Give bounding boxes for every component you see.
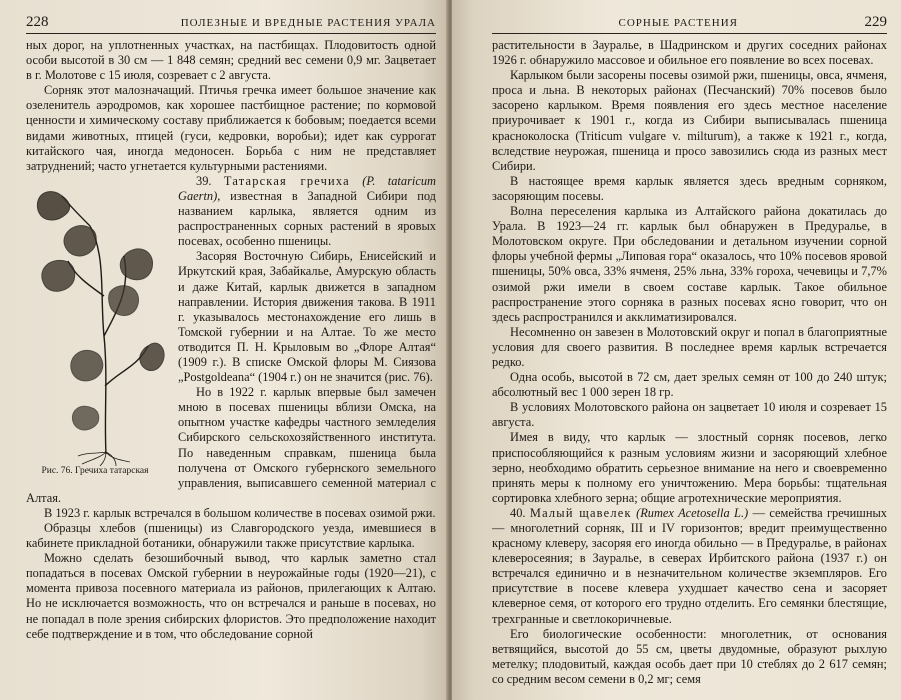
paragraph: Волна переселения карлыка из Алтайского района докатилась до Урала. В 1923—24 гг. карлык был обнаружен в Предуралье, в Молотовском округе. При обследовании и детальном изучении сорной флоры учебной фермы „Липовая гора“ оказалось, что 10% посевов яровой пшеницы, 50% овса, 33% ячменя, 25% льна, 33% гороха, чечевицы и 7,7% озимой ржи имели в своем составе карлык. Такое обильное распространение этого сорняка в разных посевах ясно говорит, что он здесь распространился и акклиматизировался. bbox=[492, 204, 887, 324]
left-page-text bbox=[26, 38, 436, 642]
left-page-number: 228 bbox=[26, 14, 49, 30]
species-number: 40. bbox=[510, 505, 526, 520]
buckwheat-plant-icon bbox=[20, 176, 170, 466]
paragraph: Несомненно он завезен в Молотовский округ и попал в благоприятные условия для своего развития. В последнее время карлык встречается редко. bbox=[492, 324, 887, 369]
left-running-head: ПОЛЕЗНЫЕ И ВРЕДНЫЕ РАСТЕНИЯ УРАЛА bbox=[180, 17, 436, 29]
right-page-text bbox=[492, 38, 887, 687]
species-description: — семейства гречишных — многолетний сорняк, III и IV горизонтов; вредит преимущественно красному клеверу, засоряя его иногда обильно — в Предуралье, в районах клеверосеяния; в Зауралье, в северах Ирбитского района (1937 г.) он встречался единично и в незначительном количестве экземпляров. Его присутствие в посеве клевера ухудшает качество сена и засоряет клеверное семя, от которого его трудно отделить. Его семянки блестящие, трехгранные и светлокоричневые. bbox=[492, 505, 887, 626]
paragraph: В 1923 г. карлык встречался в большом количестве в посевах озимой ржи. bbox=[44, 505, 436, 520]
paragraph: Засоряя Восточную Сибирь, Енисейский и Иркутский края, Забайкалье, Амурскую область и даже Китай, карлык движется в западном направлении. История движения такова. В 1911 г. указывалось местонахождение его лишь в Томской губернии и на Алтае. То же место отводится П. Н. Крыловым во „Флоре Алтая“ (1909 г.). В списке Омской флоры М. Сиязова „Postgoldeana“ (1904 г.) он не значится (рис. 76). bbox=[178, 249, 436, 385]
paragraph: В настоящее время карлык является здесь вредным сорняком, засоряющим посевы. bbox=[492, 173, 887, 203]
species-description: , известная в Западной Сибири под названием карлыка, является одним из распространенных сорных растений в яровых посевах, особенно пшеницы. bbox=[178, 188, 436, 249]
paragraph: Одна особь, высотой в 72 см, дает зрелых семян от 100 до 240 штук; абсолютный вес 1 000 зерен 18 гр. bbox=[492, 370, 887, 400]
paragraph: Но в 1922 г. карлык впервые был замечен мною в посевах пшеницы вблизи Омска, на опытном участке кафедры частного земледелия Сибирского сельскохозяйственного института. По наведенным справкам, пшеница была получена от Омского губернского земельного управления, выписавшего семенной материал с Алтая. bbox=[26, 385, 436, 505]
species-latin: (Rumex Acetosella L.) bbox=[636, 505, 749, 520]
paragraph: ных дорог, на уплотненных участках, на пастбищах. Плодовитость одной особи высотой в 30 см — 1 848 семян; средний вес семени 0,9 мг. Зацветает в г. Молотове с 15 июля, созревает с 2 августа. bbox=[26, 38, 436, 83]
paragraph: Сорняк этот малозначащий. Птичья гречка имеет большое значение как озеленитель аэродромов, как хорошее пастбищное растение; по кормовой ценности и химическому составу приближается к бобовым; поедается всеми видами животных, птицей (гуси, кедровки, воробьи); идет как суррогат китайского чая, иногда медоносен. Борьба с ним не представляет затруднений; часто угнетается культурными растениями. bbox=[26, 83, 436, 173]
paragraph: Его биологические особенности: многолетник, от основания ветвящийся, высотой до 55 см, цветы двудомные, образуют рыхлую метелку; плодовитый, каждая особь дает при 10 стеблях до 2 617 семян; со средним весом семени в 0,2 мг; семя bbox=[492, 626, 887, 686]
paragraph: Имея в виду, что карлык — злостный сорняк посевов, легко приспособляющийся к разным условиям жизни и засоряющий хлебное зерно, необходимо обратить серьезное внимание на него и своевременно принять меры к полному его уничтожению. Мера борьбы: тщательная сортировка хлебного зерна; общие агротехнические мероприятия. bbox=[492, 430, 887, 505]
species-number: 39. bbox=[196, 173, 212, 188]
right-page bbox=[452, 0, 901, 700]
figure-76 bbox=[20, 176, 170, 484]
left-page bbox=[0, 0, 448, 700]
right-page-number: 229 bbox=[864, 14, 887, 30]
species-name: Татарская гречиха bbox=[223, 173, 350, 188]
paragraph-40 bbox=[492, 506, 887, 627]
species-latin: (P. tataricum Gaertn) bbox=[178, 173, 436, 203]
paragraph: Можно сделать безошибочный вывод, что карлык заметно стал попадаться в посевах Омской губернии в неурожайные годы (1920—21), с момента привоза посевного материала из районов, прилегающих к Алтаю. Но не исключается возможность, что он встречался и раньше в посевах, но не попадал в поле зрения сибирских флористов. Это предположение находит себе подтверждение и в том, что обследование сорной bbox=[26, 551, 436, 641]
paragraph: Карлыком были засорены посевы озимой ржи, пшеницы, овса, ячменя, проса и льна. В некоторых районах (Песчанский) 70% посевов было засорено карлыком. Время появления его здесь местное население приурочивает к 1901 г., когда из Сибири выписывалась пшеница красноколоска (Triticum vulgare v. milturum), а также к 1921 г., когда, вследствие неурожая, пшеница и просо завозились сюда из разных мест Сибири. bbox=[492, 68, 887, 173]
paragraph: Образцы хлебов (пшеницы) из Славгородского уезда, имевшиеся в кабинете прикладной ботаники, обнаружили также присутствие карлыка. bbox=[26, 521, 436, 551]
paragraph: В условиях Молотовского района он зацветает 10 июля и созревает 15 августа. bbox=[492, 400, 887, 430]
right-running-head: СОРНЫЕ РАСТЕНИЯ bbox=[618, 17, 738, 29]
species-name: Малый щавелек bbox=[529, 505, 632, 520]
right-page-header bbox=[492, 14, 887, 34]
figure-caption: Рис. 76. Гречиха татарская bbox=[41, 465, 149, 476]
left-page-header bbox=[26, 14, 436, 34]
paragraph: растительности в Зауралье, в Шадринском и других соседних районах 1926 г. обнаружило массовое и обильное его появление во всех посевах. bbox=[492, 38, 887, 68]
